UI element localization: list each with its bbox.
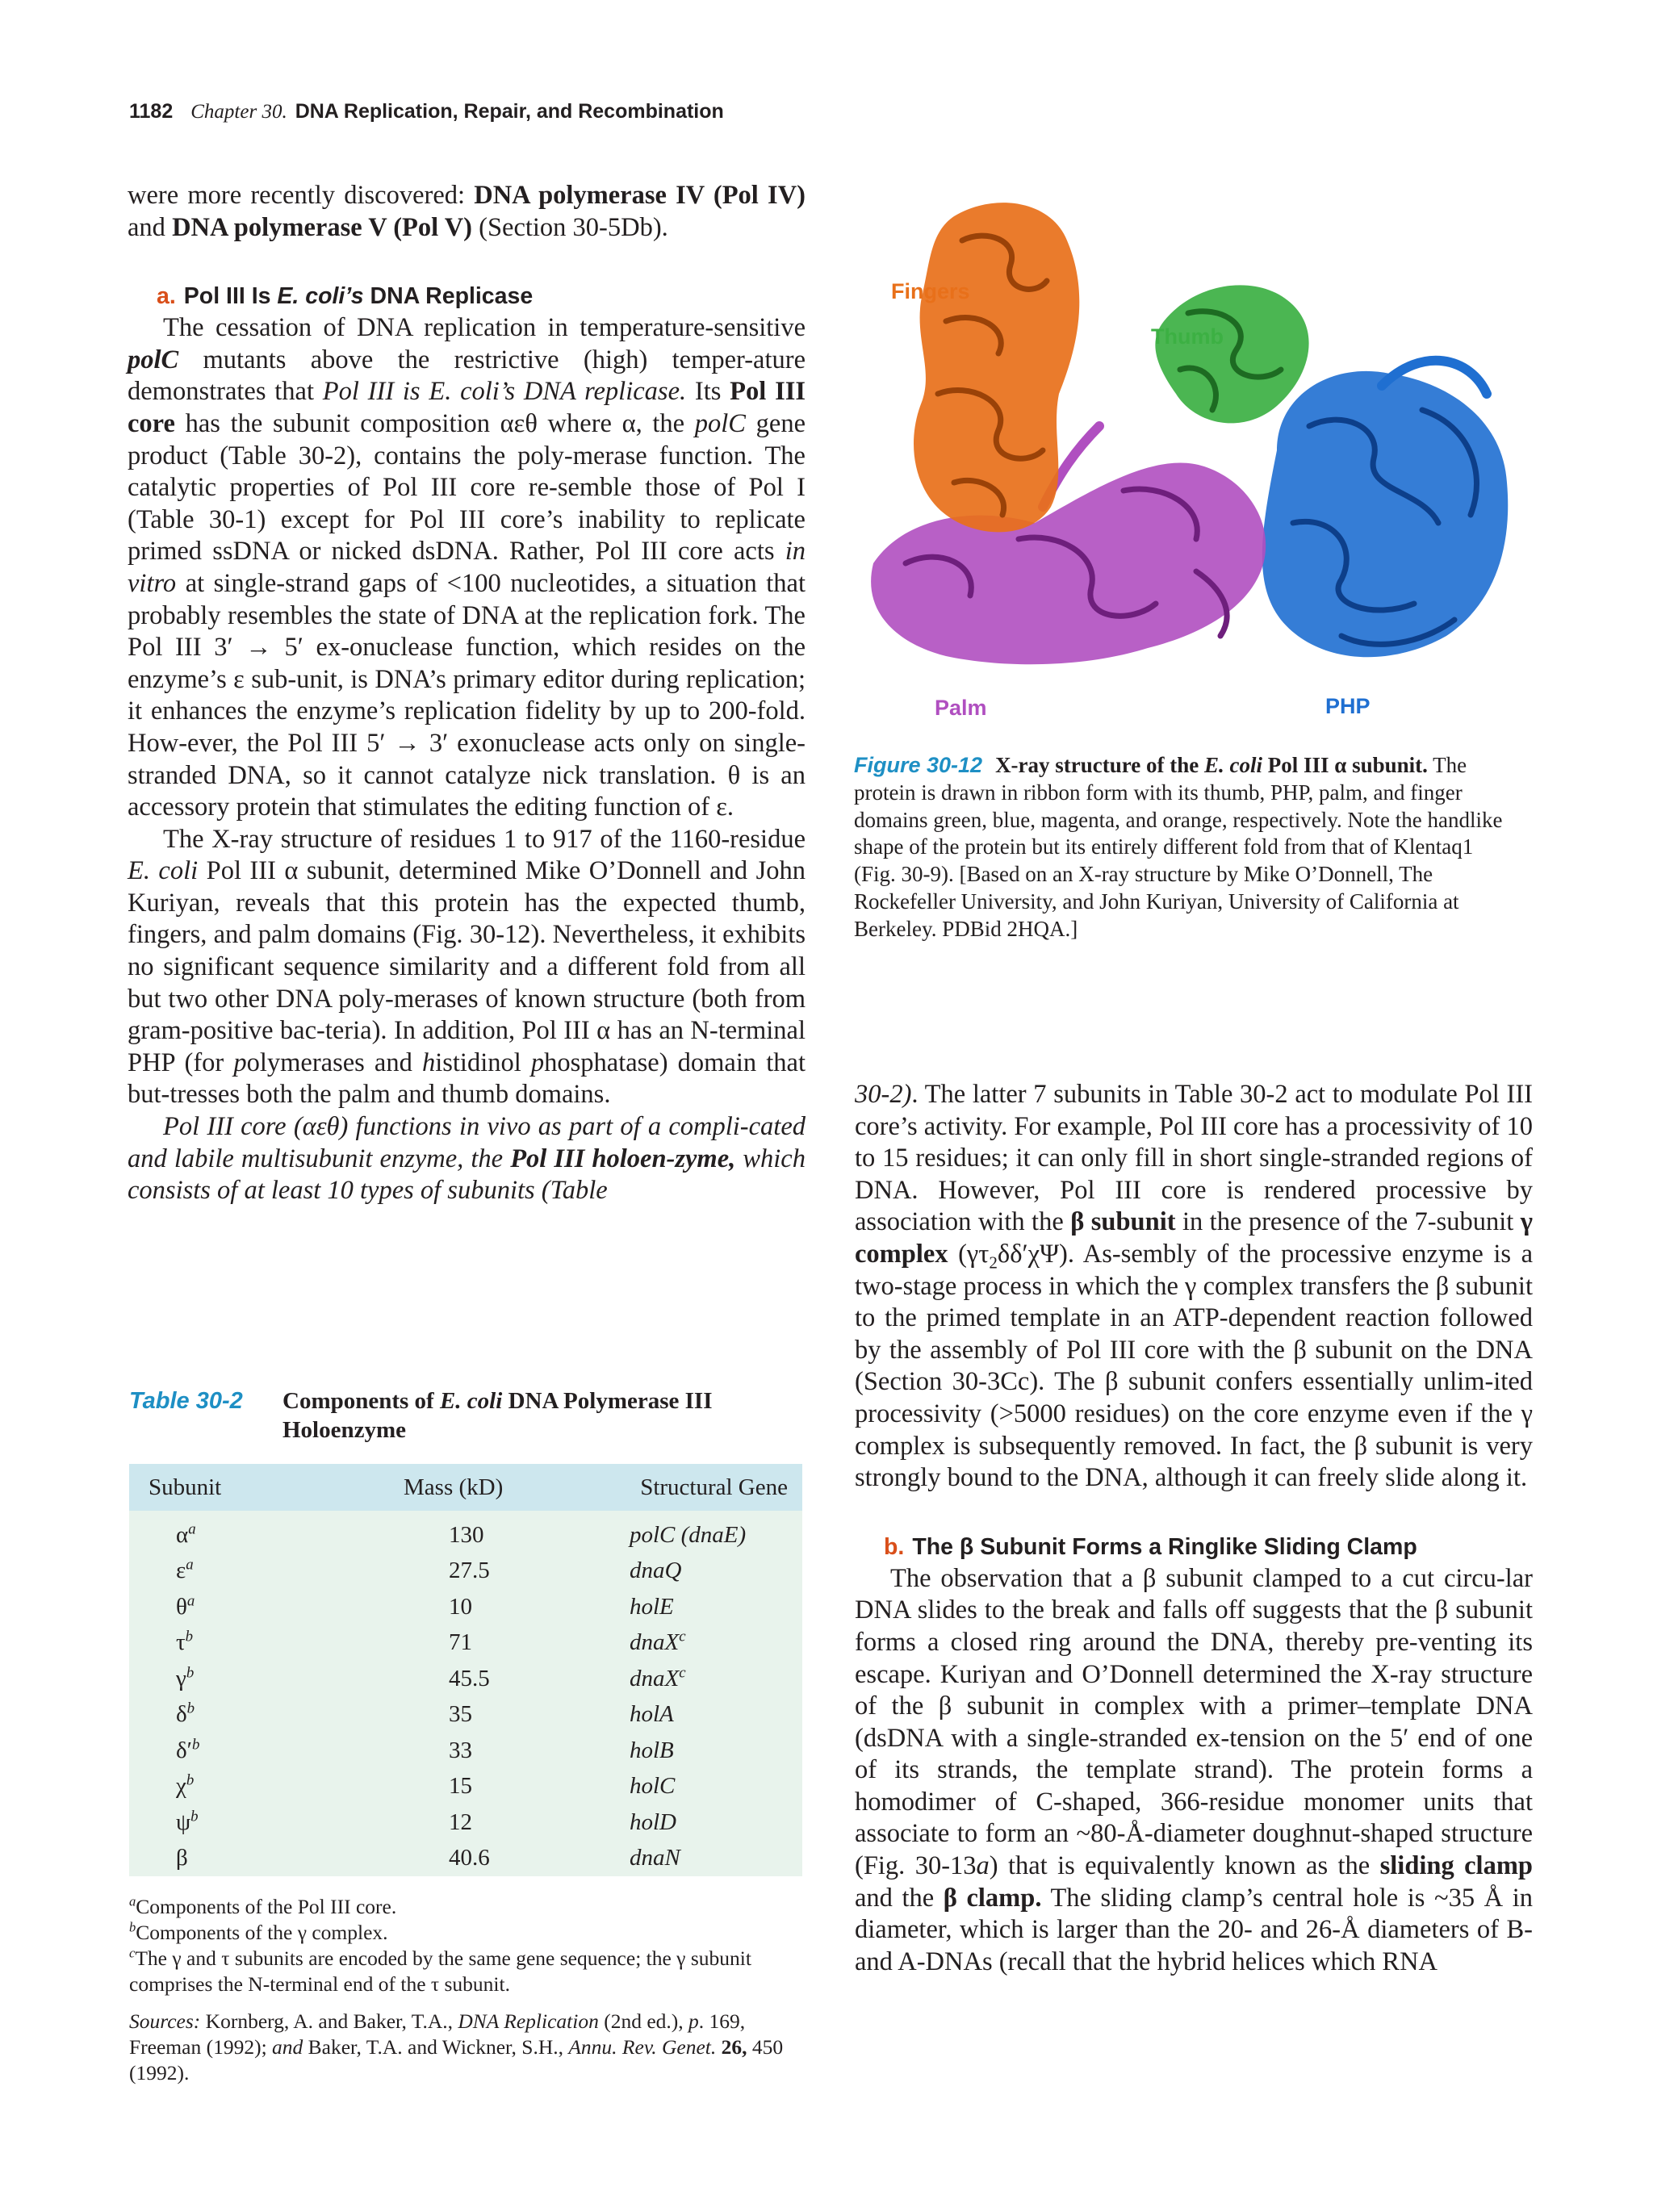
cell-subunit: $\delta'^b$ — [129, 1733, 342, 1769]
paragraph-sliding-clamp: The observation that a β subunit clamped to a cut circu-lar DNA slides to the break and falls off suggests that the β subunit forms a closed ring around the DNA, thereby pre-venting its escape. Kuriyan and O’Donnell determined the X-ray structure of the β subunit in complex with a primer–template DNA (dsDNA with a single-stranded ex-tension on the 5′ end of one of its strands, the template strand). The protein forms a homodimer of C-shaped, 366-residue monomer units that associate to form an ~80-Å-diameter doughnut-shaped structure (Fig. 30-13a) that is equivalently known as the sliding clamp and the β clamp. The sliding clamp’s central hole is ~35 Å in diameter, which is larger than the 20- and 26-Å diameters of B- and A-DNAs (recall that the hybrid helices which RNA — [855, 1563, 1533, 1976]
table-label: Table 30-2 — [129, 1388, 243, 1414]
paragraph-xray-structure: The X-ray structure of residues 1 to 917 of the 1160-residue E. coli Pol III α subunit, determined Mike O’Donnell and John Kuriyan, reveals that this protein has the expected thumb, fingers, and palm domains (Fig. 30-12). Nevertheless, it exhibits no significant sequence similarity and a different fold from all but two other DNA poly-merases of known structure (both from gram-positive bac-teria). In addition, Pol III α has an N-terminal PHP (for polymerases and histidinol phosphatase) domain that but-tresses both the palm and thumb domains. — [128, 824, 806, 1110]
table-footnotes — [129, 1894, 802, 2086]
table-row — [129, 1661, 802, 1697]
table-row — [129, 1553, 802, 1590]
table-row — [129, 1625, 802, 1662]
php-domain-ribbon — [1262, 361, 1508, 657]
palm-label: Palm — [935, 696, 987, 720]
chapter-title: DNA Replication, Repair, and Recombination — [295, 100, 724, 123]
paragraph-holoenzyme: Pol III core (αεθ) functions in vivo as part of a compli-cated and labile multisubunit enzyme, the Pol III holoen-zyme, which consists of at least 10 types of subunits (Table — [128, 1112, 806, 1206]
cell-mass: 15 — [342, 1769, 630, 1805]
cell-subunit: $\varepsilon^a$ — [129, 1553, 342, 1590]
table-row — [129, 1733, 802, 1769]
thumb-domain-ribbon — [1155, 285, 1308, 423]
cell-gene: holE — [630, 1589, 802, 1625]
footnote-b: $^b$Components of the γ complex. — [129, 1919, 388, 1944]
cell-gene: holB — [630, 1733, 802, 1769]
column-header-subunit: Subunit — [129, 1464, 342, 1511]
cell-subunit: $\chi^b$ — [129, 1769, 342, 1805]
running-header — [129, 100, 724, 123]
cell-gene: holC — [630, 1769, 802, 1805]
cell-subunit: $\tau^b$ — [129, 1625, 342, 1662]
cell-subunit: β — [129, 1841, 342, 1877]
cell-subunit: $\theta^a$ — [129, 1589, 342, 1625]
footnote-c: $^c$The γ and τ subunits are encoded by the same gene sequence; the γ subunit comprises the N-terminal end of the τ subunit. — [129, 1945, 751, 1996]
table-row — [129, 1769, 802, 1805]
cell-mass: 12 — [342, 1804, 630, 1841]
figure-caption — [854, 752, 1516, 943]
column-header-gene: Structural Gene — [630, 1464, 802, 1511]
table-row — [129, 1697, 802, 1733]
cell-gene: polC (dnaE) — [630, 1511, 802, 1553]
cell-gene: holA — [630, 1697, 802, 1733]
table-title — [129, 1386, 802, 1445]
cell-mass: 40.6 — [342, 1841, 630, 1877]
cell-mass: 130 — [342, 1511, 630, 1553]
cell-gene: dnaX$^c$ — [630, 1661, 802, 1697]
figure-title: X-ray structure of the E. coli Pol III α subunit. — [995, 753, 1428, 777]
table-caption: Components of E. coli DNA Polymerase III Holoenzyme — [282, 1388, 713, 1443]
figure-caption-body: The protein is drawn in ribbon form with its thumb, PHP, palm, and finger domains green, blue, magenta, and orange, respectively. Note the handlike shape of the protein but its entirely different fold from that of Klentaq1 (Fig. 30-9). [Based on an X-ray structure by Mike O’Donnell, The Rockefeller University, and John Kuriyan, University of California at Berkeley. PDBid 2HQA.] — [854, 753, 1503, 941]
right-column — [855, 1079, 1533, 1978]
cell-mass: 35 — [342, 1697, 630, 1733]
thumb-label: Thumb — [1151, 324, 1224, 349]
cell-mass: 10 — [342, 1589, 630, 1625]
table-30-2 — [129, 1386, 802, 2086]
page-number: 1182 — [129, 100, 174, 123]
table-row — [129, 1841, 802, 1877]
table-row — [129, 1804, 802, 1841]
column-header-mass: Mass (kD) — [342, 1464, 630, 1511]
table-row — [129, 1511, 802, 1553]
chapter-label: Chapter 30. — [190, 101, 287, 123]
footnote-a: $^a$Components of the Pol III core. — [129, 1893, 397, 1918]
cell-subunit: $\gamma^b$ — [129, 1661, 342, 1697]
figure-30-12-ribbon-structure — [857, 184, 1519, 726]
left-column — [128, 180, 806, 1207]
paragraph-processivity: 30-2). The latter 7 subunits in Table 30-2 act to modulate Pol III core’s activity. For example, Pol III core has a processivity of 10 to 15 residues; it can only fill in short single-stranded regions of DNA. However, Pol III core is rendered processive by association with the β subunit in the presence of the 7-subunit γ complex $(\gamma\tau_2\delta\delta'\chi\Psi)$. As-sembly of the processive enzyme is a two-stage process in which the γ complex transfers the β subunit to the primed template in an ATP-dependent reaction followed by the assembly of Pol III core with the β subunit on the DNA (Section 30-3Cc). The β subunit confers essentially unlim-ited processivity (>5000 residues) on the core enzyme even if the γ complex is subsequently removed. In fact, the β subunit is very strongly bound to the DNA, although it can freely slide along it. — [855, 1080, 1533, 1493]
intro-paragraph: were more recently discovered: DNA polymerase IV (Pol IV) and DNA polymerase V (Pol V) (Section 30-5Db). — [128, 181, 806, 242]
cell-gene: dnaQ — [630, 1553, 802, 1590]
cell-mass: 27.5 — [342, 1553, 630, 1590]
table-sources: Sources: Kornberg, A. and Baker, T.A., DNA Replication (2nd ed.), p. 169, Freeman (1992); and Baker, T.A. and Wickner, S.H., Annu. Rev. Genet. 26, 450 (1992). — [129, 2009, 784, 2084]
figure-label: Figure 30-12 — [854, 753, 983, 777]
section-heading-b: b. The β Subunit Forms a Ringlike Sliding Clamp — [884, 1533, 1417, 1560]
cell-subunit: $\psi^b$ — [129, 1804, 342, 1841]
fingers-label: Fingers — [891, 279, 970, 303]
php-label: PHP — [1325, 694, 1371, 718]
cell-mass: 71 — [342, 1625, 630, 1662]
components-table — [129, 1464, 802, 1876]
cell-mass: 33 — [342, 1733, 630, 1769]
cell-gene: dnaX$^c$ — [630, 1625, 802, 1662]
section-heading-a: a. Pol III Is E. coli’s DNA Replicase — [157, 283, 534, 310]
fingers-domain-ribbon — [914, 203, 1079, 532]
cell-subunit: $\delta^b$ — [129, 1697, 342, 1733]
paragraph-pol3-core: The cessation of DNA replication in temperature-sensitive polC mutants above the restrictive (high) temper-ature demonstrates that Pol III is E. coli’s DNA replicase. Its Pol III core has the subunit composition αεθ where α, the polC gene product (Table 30-2), contains the poly-merase function. The catalytic properties of Pol III core re-semble those of Pol I (Table 30-1) except for Pol III core’s inability to replicate primed ssDNA or nicked dsDNA. Rather, Pol III core acts in vitro at single-strand gaps of <100 nucleotides, a situation that probably resembles the state of DNA at the replication fork. The Pol III 3′ → 5′ ex-onuclease function, which resides on the enzyme’s ε sub-unit, is DNA’s primary editor during replication; it enhances the enzyme’s replication fidelity by up to 200-fold. How-ever, the Pol III 5′ → 3′ exonuclease acts only on single-stranded DNA, so it cannot catalyze nick translation. θ is an accessory protein that stimulates the editing function of ε. — [128, 313, 806, 822]
cell-gene: dnaN — [630, 1841, 802, 1877]
cell-subunit: $\alpha^a$ — [129, 1511, 342, 1553]
cell-mass: 45.5 — [342, 1661, 630, 1697]
cell-gene: holD — [630, 1804, 802, 1841]
table-row — [129, 1589, 802, 1625]
table-header-row — [129, 1464, 802, 1511]
